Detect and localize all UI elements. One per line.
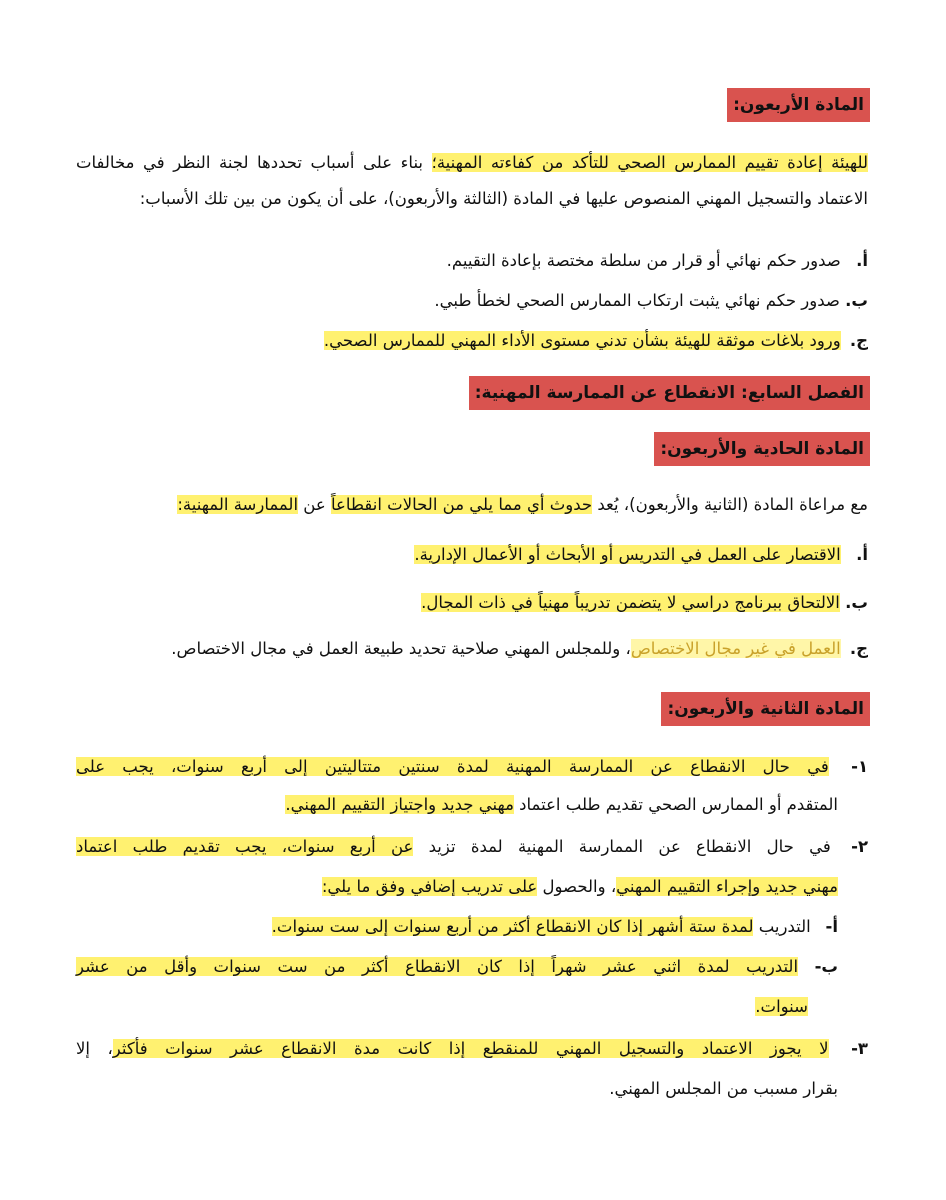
article-41-intro [76, 490, 868, 520]
article-41-heading: المادة الحادية والأربعون: [654, 432, 870, 466]
item-text: صدور حكم نهائي أو قرار من سلطة مختصة بإعادة التقييم. [446, 251, 841, 270]
article-40-item-c [76, 326, 868, 356]
item-text-rest: ، وللمجلس المهني صلاحية تحديد طبيعة العمل في مجال الاختصاص. [171, 639, 631, 658]
article-41-intro-c: عن [298, 495, 331, 514]
item-marker: ٣- [851, 1039, 868, 1058]
article-42-heading: المادة الثانية والأربعون: [661, 692, 870, 726]
item-text: ، والحصول [537, 877, 617, 896]
article-41-intro-b: حدوث أي مما يلي من الحالات انقطاعاً [330, 495, 593, 514]
item-text: سنوات. [755, 997, 808, 1016]
chapter-7-heading: الفصل السابع: الانقطاع عن الممارسة المهنية: [469, 376, 870, 410]
item-text: التدريب [753, 917, 811, 936]
item-text-highlight: مهني جديد وإجراء التقييم المهني [616, 877, 838, 896]
item-marker: ج. [849, 331, 868, 350]
item-text: التدريب لمدة اثني عشر شهراً إذا كان الانقطاع أكثر من ست سنوات وأقل من عشر [76, 957, 799, 976]
article-41-item-c [76, 634, 868, 664]
item-text: ورود بلاغات موثقة للهيئة بشأن تدني مستوى الأداء المهني للممارس الصحي. [323, 331, 841, 350]
item-marker: ١- [851, 757, 869, 776]
item-text: المتقدم أو الممارس الصحي تقديم طلب اعتماد [513, 795, 838, 814]
article-41-intro-d: الممارسة المهنية: [177, 495, 299, 514]
item-marker: أ. [856, 251, 868, 270]
item-text-highlight: عن أربع سنوات، يجب تقديم طلب اعتماد [76, 837, 414, 856]
article-40-intro-rest: بناء على أسباب تحددها لجنة النظر في مخالفات [76, 153, 432, 172]
article-42-item1-line1 [76, 752, 868, 782]
item-text-highlight: مهني جديد واجتياز التقييم المهني. [285, 795, 514, 814]
article-40-heading: المادة الأربعون: [727, 88, 870, 122]
item-marker: أ. [856, 545, 868, 564]
article-41-intro-a: مع مراعاة المادة (الثانية والأربعون)، يُعد [592, 495, 868, 514]
item-text: في حال الانقطاع عن الممارسة المهنية لمدة سنتين متتاليتين إلى أربع سنوات، يجب على [76, 757, 829, 776]
article-42-item2-sub-a [76, 912, 838, 942]
article-42-item2-line1 [76, 832, 868, 862]
item-marker: أ- [825, 917, 838, 936]
article-42-item2-sub-b-line1 [76, 952, 838, 982]
article-41-item-a [76, 540, 868, 570]
item-marker: ب- [814, 957, 838, 976]
item-text: الاقتصار على العمل في التدريس أو الأبحاث أو الأعمال الإدارية. [414, 545, 841, 564]
item-text: في حال الانقطاع عن الممارسة المهنية لمدة تزيد [413, 837, 831, 856]
article-42-item1-line2 [76, 790, 838, 820]
item-text-highlight: لا يجوز الاعتماد والتسجيل المهني للمنقطع إذا كانت مدة الانقطاع عشر سنوات فأكثر [112, 1039, 829, 1058]
article-40-intro-highlight: للهيئة إعادة تقييم الممارس الصحي للتأكد من كفاءته المهنية؛ [431, 153, 868, 172]
item-marker: ٢- [851, 837, 869, 856]
article-42-item3-line2: بقرار مسبب من المجلس المهني. [609, 1079, 838, 1098]
article-40-item-a [76, 246, 868, 276]
article-42-item2-line2 [76, 872, 838, 902]
item-text-highlight: لمدة ستة أشهر إذا كان الانقطاع أكثر من أربع سنوات إلى ست سنوات. [271, 917, 754, 936]
item-text: ، إلا [76, 1039, 113, 1058]
article-42-item3-line1 [76, 1034, 868, 1064]
item-text-highlight: على تدريب إضافي وفق ما يلي: [321, 877, 538, 896]
article-40-intro-line1 [76, 148, 868, 178]
article-41-item-b [76, 588, 868, 618]
item-text: الالتحاق ببرنامج دراسي لا يتضمن تدريباً مهنياً في ذات المجال. [421, 593, 840, 612]
article-42-item2-sub-b-line2 [76, 992, 808, 1022]
article-40-intro-line2: الاعتماد والتسجيل المهني المنصوص عليها في المادة (الثالثة والأربعون)، على أن يكون من بين تلك الأسباب: [139, 189, 868, 208]
item-marker: ب. [845, 291, 868, 310]
article-40-item-b [76, 286, 868, 316]
item-marker: ب. [845, 593, 868, 612]
item-marker: ج. [849, 639, 868, 658]
item-text-highlight: العمل في غير مجال الاختصاص [630, 639, 841, 658]
item-text: صدور حكم نهائي يثبت ارتكاب الممارس الصحي لخطأ طبي. [434, 291, 840, 310]
